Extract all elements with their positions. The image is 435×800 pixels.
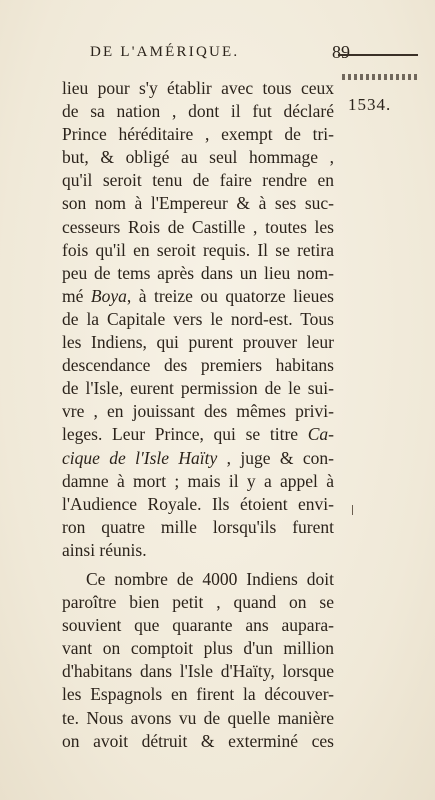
header-rule: [338, 54, 418, 56]
text-line: damne à mort ; mais il y a appel à: [62, 470, 334, 491]
text-run: , juge & con-: [217, 447, 334, 468]
text-line: les Espagnols en firent la découver-: [62, 684, 334, 705]
text-line: lieu pour s'y établir avec tous ceux: [62, 78, 334, 98]
text-line: fois qu'il en seroit requis. Il se retira: [62, 239, 334, 260]
text-line: ron quatre mille lorsqu'ils furent: [62, 516, 334, 537]
text-line: te. Nous avons vu de quelle manière: [62, 707, 334, 728]
paragraph-end-line: ainsi réunis.: [62, 539, 147, 560]
text-line: on avoit détruit & exterminé ces: [62, 730, 334, 751]
page-header: [90, 44, 350, 70]
text-line: l'Audience Royale. Ils étoient envi-: [62, 493, 334, 514]
text-line: Prince héréditaire , exempt de tri-: [62, 124, 334, 145]
running-head: DE L'AMÉRIQUE.: [90, 44, 240, 60]
text-line: de l'Isle, eurent permission de le sui-: [62, 378, 334, 399]
ornament-rule: [342, 74, 418, 80]
text-line: de la Capitale vers le nord-est. Tous: [62, 308, 334, 329]
margin-mark: [352, 505, 353, 515]
text-run: , à treize ou quatorze lieues: [126, 285, 334, 306]
text-run: leges. Leur Prince, qui se titre: [62, 424, 308, 445]
text-line: paroître bien petit , quand on se: [62, 592, 334, 613]
text-line: les Indiens, qui purent prouver leur: [62, 332, 334, 353]
text-line: [62, 447, 334, 470]
text-line: d'habitans dans l'Isle d'Haïty, lorsque: [62, 661, 334, 682]
margin-year: 1534.: [348, 95, 392, 114]
text-line: son nom à l'Empereur & à ses suc-: [62, 193, 334, 214]
text-line: descendance des premiers habitans: [62, 355, 334, 376]
text-line: de sa nation , dont il fut déclaré: [62, 101, 334, 122]
text-line: vre , en jouissant des mêmes privi-: [62, 401, 334, 422]
page-number: 89: [332, 42, 350, 62]
title-italic: Ca-: [307, 424, 334, 445]
text-line: [62, 423, 334, 446]
place-name-italic: Boya: [90, 285, 127, 306]
text-run: mé: [62, 285, 91, 306]
text-line: but, & obligé au seul hommage ,: [62, 147, 334, 168]
text-line: vant on comptoit plus d'un million: [62, 638, 334, 659]
text-line: Ce nombre de 4000 Indiens doit: [86, 568, 334, 589]
title-italic: cique de l'Isle Haïty: [62, 447, 218, 468]
text-line: [62, 285, 334, 308]
text-line: cesseurs Rois de Castille , toutes les: [62, 216, 334, 237]
text-line: souvient que quarante ans aupara-: [62, 615, 334, 636]
body-text: [62, 77, 334, 753]
text-line: qu'il seroit tenu de faire rendre en: [62, 170, 334, 191]
text-line: peu de tems après dans un lieu nom-: [62, 262, 334, 283]
